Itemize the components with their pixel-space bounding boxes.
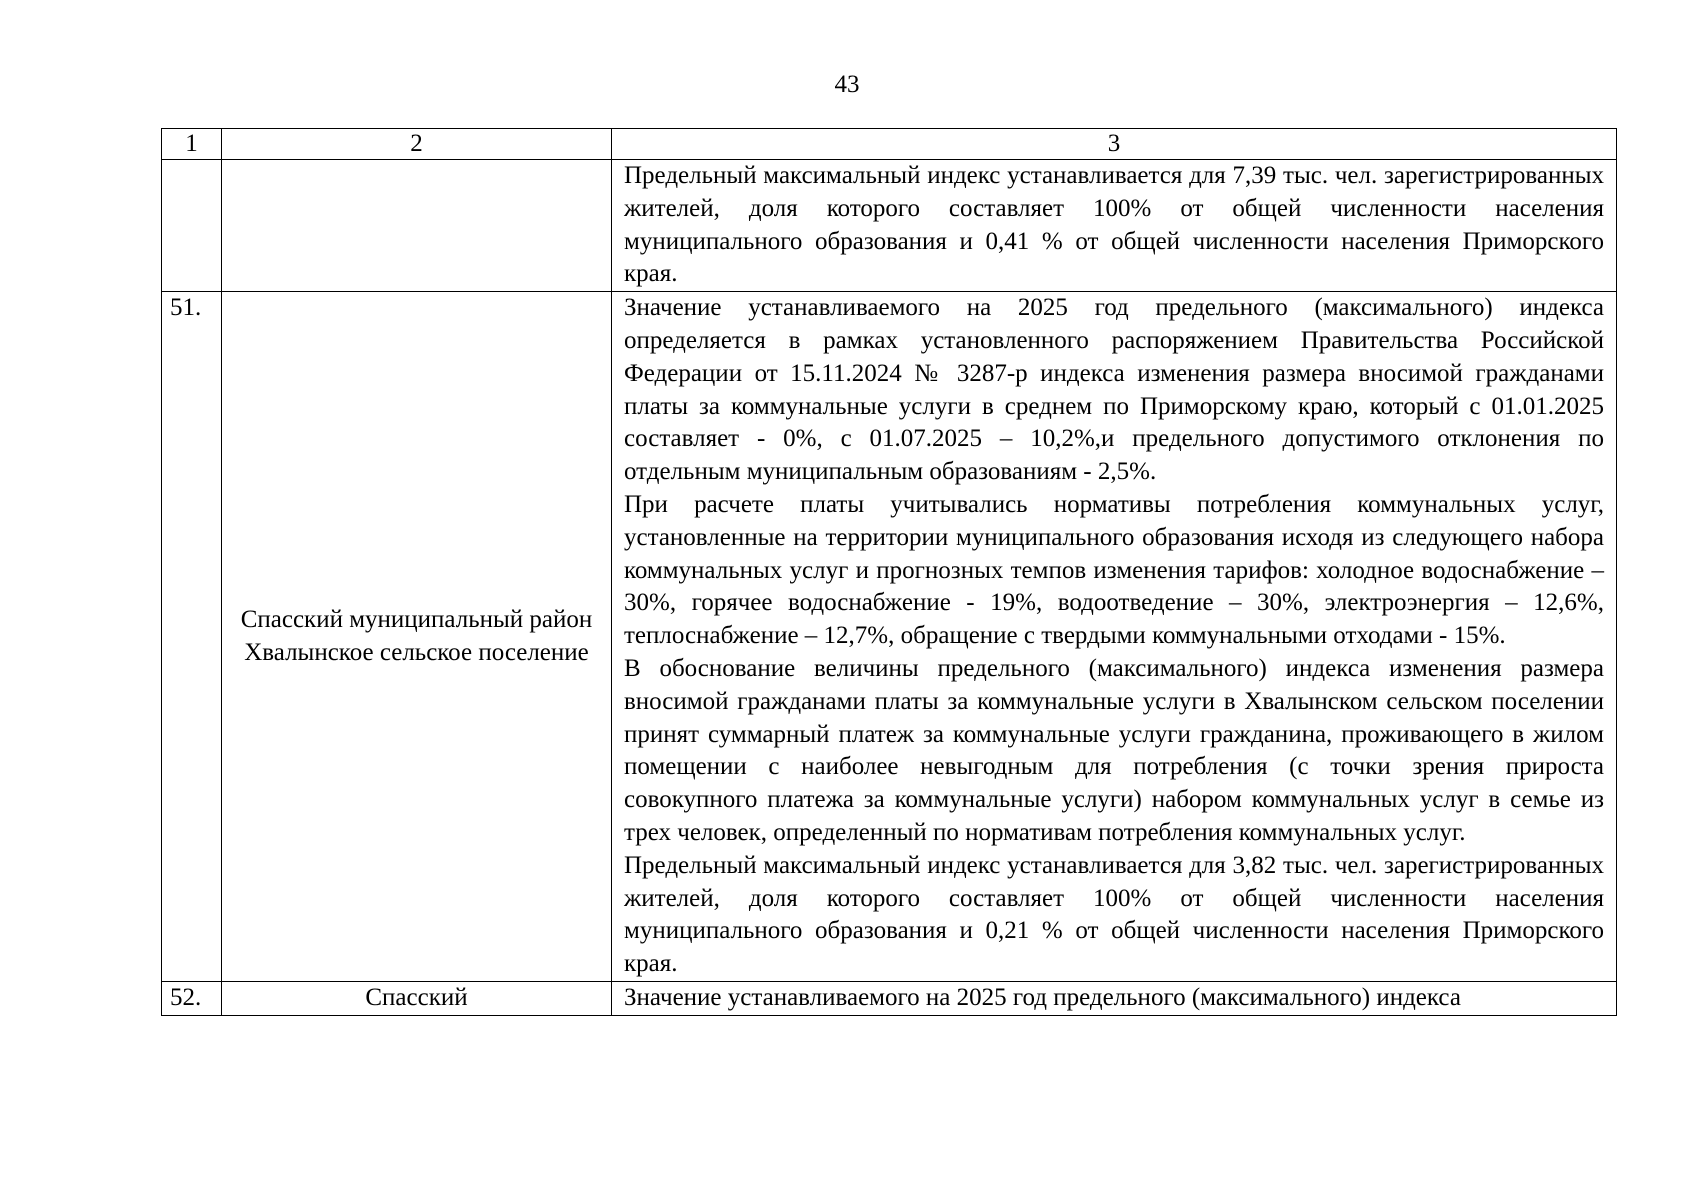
description-cell — [612, 981, 1617, 1015]
row-number: 51. — [162, 292, 222, 982]
description-paragraph: Предельный максимальный индекс устанавливается для 7,39 тыс. чел. зарегистрированных жителей, доля которого составляет 100% от общей численности населения муниципального образования и 0,41 % от общей численности населения Приморского края. — [624, 162, 1604, 288]
description-paragraph: При расчете платы учитывались нормативы потребления коммунальных услуг, установленные на территории муниципального образования исходя из следующего набора коммунальных услуг и прогнозных темпов изменения тарифов: холодное водоснабжение – 30%, горячее водоснабжение - 19%, водоотведение – 30%, электроэнергия – 12,6%, теплоснабжение – 12,7%, обращение с твердыми коммунальными отходами - 15%. — [624, 490, 1604, 650]
column-header-1: 1 — [162, 129, 222, 160]
indices-table — [161, 128, 1617, 1016]
description-cell — [612, 292, 1617, 982]
municipality-name: Спасский муниципальный район Хвалынское сельское поселение — [222, 292, 612, 982]
table-header-row — [162, 129, 1617, 160]
municipality-name — [222, 160, 612, 292]
municipality-name: Спасский — [222, 981, 612, 1015]
description-paragraph: В обоснование величины предельного (максимального) индекса изменения размера вносимой гражданами платы за коммунальные услуги в Хвалынском сельском поселении принят суммарный платеж за коммунальные услуги гражданина, проживающего в жилом помещении с наиболее невыгодным для потребления (с точки зрения прироста совокупного платежа за коммунальные услуги) набором коммунальных услуг в семье из трех человек, определенный по нормативам потребления коммунальных услуг. — [624, 654, 1604, 846]
column-header-2: 2 — [222, 129, 612, 160]
row-number — [162, 160, 222, 292]
description-paragraph: Предельный максимальный индекс устанавливается для 3,82 тыс. чел. зарегистрированных жителей, доля которого составляет 100% от общей численности населения муниципального образования и 0,21 % от общей численности населения Приморского края. — [624, 851, 1604, 978]
row-number: 52. — [162, 981, 222, 1015]
description-paragraph: Значение устанавливаемого на 2025 год предельного (максимального) индекса определяется в рамках установленного распоряжением Правительства Российской Федерации от 15.11.2024 № 3287-р индекса изменения размера вносимой гражданами платы за коммунальные услуги в среднем по Приморскому краю, который с 01.01.2025 составляет - 0%, с 01.07.2025 – 10,2%,и предельного допустимого отклонения по отдельным муниципальным образованиям - 2,5%. — [624, 294, 1604, 486]
page-number: 43 — [834, 71, 860, 98]
table-row — [162, 981, 1617, 1015]
column-header-3: 3 — [612, 129, 1617, 160]
table-row — [162, 160, 1617, 292]
description-cell — [612, 160, 1617, 292]
table-row — [162, 292, 1617, 982]
description-paragraph: Значение устанавливаемого на 2025 год предельного (максимального) индекса — [624, 983, 1461, 1011]
